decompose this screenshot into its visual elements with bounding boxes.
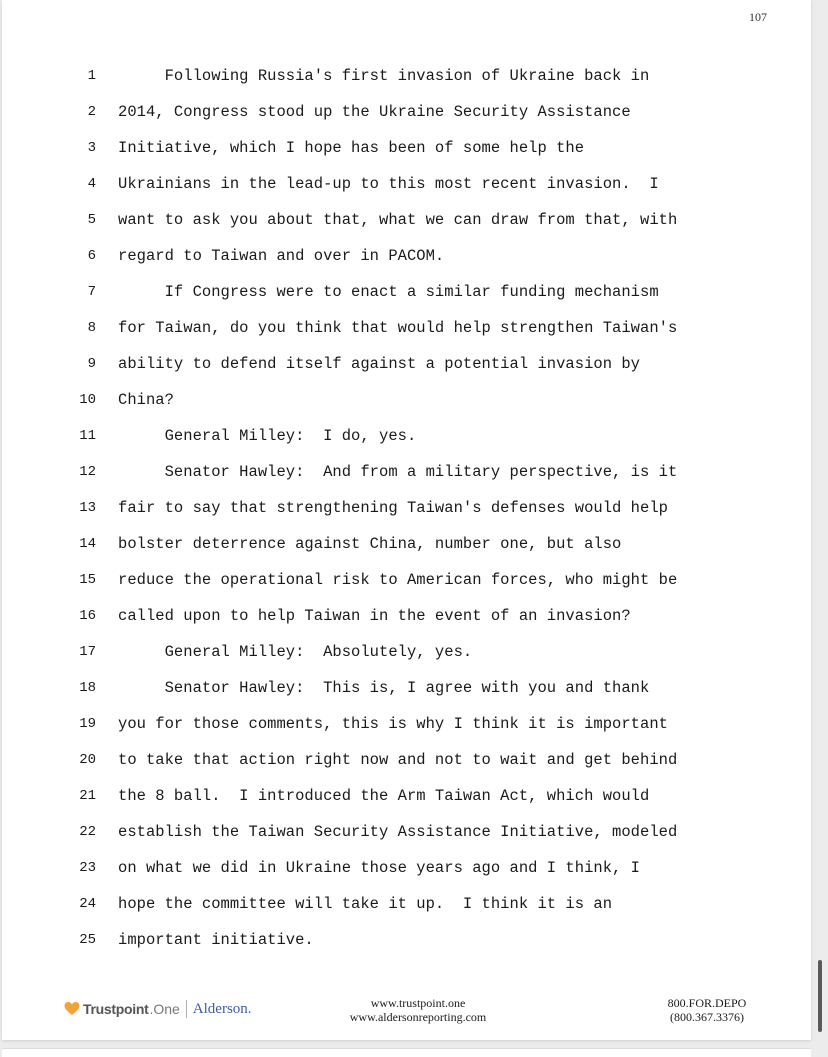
line-number: 23	[79, 860, 96, 876]
trustpoint-logo	[64, 1000, 252, 1018]
line-text: for Taiwan, do you think that would help strengthen Taiwan's	[118, 319, 678, 337]
line-number: 5	[87, 212, 96, 228]
line-number: 21	[79, 788, 96, 804]
transcript-line	[2, 238, 811, 274]
line-number: 16	[79, 608, 96, 624]
line-text: want to ask you about that, what we can draw from that, with	[118, 211, 678, 229]
transcript-line	[2, 58, 811, 94]
transcript-line	[2, 526, 811, 562]
phone-number: (800.367.3376)	[670, 1010, 744, 1024]
line-text: you for those comments, this is why I think it is important	[118, 715, 668, 733]
transcript-line	[2, 742, 811, 778]
page-number: 107	[749, 10, 767, 24]
line-text: Ukrainians in the lead-up to this most recent invasion. I	[118, 175, 659, 193]
transcript-line	[2, 886, 811, 922]
line-number: 9	[87, 356, 96, 372]
line-number: 4	[87, 176, 96, 192]
line-text: China?	[118, 391, 174, 409]
transcript-lines	[2, 58, 811, 958]
transcript-line	[2, 922, 811, 958]
line-text: Initiative, which I hope has been of some help the	[118, 139, 585, 157]
line-number: 19	[79, 716, 96, 732]
footer-websites	[318, 996, 518, 1024]
transcript-line	[2, 382, 811, 418]
transcript-line	[2, 202, 811, 238]
line-number: 3	[87, 140, 96, 156]
line-number: 1	[87, 68, 96, 84]
phone-text: 800.FOR.DEPO	[667, 996, 747, 1010]
next-page-edge	[2, 1048, 811, 1057]
line-number: 8	[87, 320, 96, 336]
line-text: General Milley: Absolutely, yes.	[118, 643, 473, 661]
line-text: ability to defend itself against a potential invasion by	[118, 355, 641, 373]
transcript-line	[2, 598, 811, 634]
transcript-line	[2, 562, 811, 598]
transcript-line	[2, 274, 811, 310]
line-number: 25	[79, 932, 96, 948]
transcript-page	[2, 0, 811, 1040]
line-text: 2014, Congress stood up the Ukraine Security Assistance	[118, 103, 631, 121]
line-number: 11	[79, 428, 96, 444]
line-text: bolster deterrence against China, number one, but also	[118, 535, 622, 553]
line-text: General Milley: I do, yes.	[118, 427, 417, 445]
line-text: the 8 ball. I introduced the Arm Taiwan Act, which would	[118, 787, 650, 805]
transcript-line	[2, 850, 811, 886]
line-number: 20	[79, 752, 96, 768]
line-text: hope the committee will take it up. I think it is an	[118, 895, 613, 913]
transcript-line	[2, 814, 811, 850]
line-number: 15	[79, 572, 96, 588]
line-text: fair to say that strengthening Taiwan's defenses would help	[118, 499, 668, 517]
transcript-line	[2, 166, 811, 202]
website-trustpoint: www.trustpoint.one	[370, 996, 466, 1010]
transcript-line	[2, 634, 811, 670]
line-text: on what we did in Ukraine those years ago and I think, I	[118, 859, 641, 877]
line-text: regard to Taiwan and over in PACOM.	[118, 247, 445, 265]
transcript-line	[2, 670, 811, 706]
line-text: reduce the operational risk to American forces, who might be	[118, 571, 678, 589]
website-alderson: www.aldersonreporting.com	[349, 1010, 487, 1024]
heart-icon	[64, 1001, 80, 1017]
line-text: important initiative.	[118, 931, 314, 949]
line-text: Senator Hawley: This is, I agree with you and thank	[118, 679, 650, 697]
line-number: 24	[79, 896, 96, 912]
logo-trustpoint-text: Trustpoint	[83, 1001, 149, 1017]
transcript-line	[2, 490, 811, 526]
transcript-line	[2, 418, 811, 454]
line-text: Senator Hawley: And from a military perspective, is it	[118, 463, 678, 481]
logo-alderson-text: Alderson.	[192, 1000, 252, 1017]
line-number: 13	[79, 500, 96, 516]
line-text: called upon to help Taiwan in the event of an invasion?	[118, 607, 631, 625]
logo-divider	[186, 1000, 187, 1018]
transcript-line	[2, 778, 811, 814]
logo-one-text: .One	[149, 1001, 180, 1017]
transcript-line	[2, 454, 811, 490]
line-number: 12	[79, 464, 96, 480]
transcript-line	[2, 130, 811, 166]
line-number: 7	[87, 284, 96, 300]
line-text: to take that action right now and not to wait and get behind	[118, 751, 678, 769]
line-number: 10	[79, 392, 96, 408]
transcript-line	[2, 346, 811, 382]
line-text: establish the Taiwan Security Assistance Initiative, modeled	[118, 823, 678, 841]
page-footer	[2, 994, 811, 1034]
transcript-line	[2, 94, 811, 130]
line-number: 14	[79, 536, 96, 552]
line-number: 22	[79, 824, 96, 840]
footer-phone	[647, 996, 767, 1024]
transcript-line	[2, 706, 811, 742]
line-text: If Congress were to enact a similar funding mechanism	[118, 283, 659, 301]
scrollbar-thumb[interactable]	[818, 960, 822, 1032]
line-number: 18	[79, 680, 96, 696]
line-number: 17	[79, 644, 96, 660]
line-number: 2	[87, 104, 96, 120]
line-text: Following Russia's first invasion of Ukraine back in	[118, 67, 650, 85]
line-number: 6	[87, 248, 96, 264]
transcript-line	[2, 310, 811, 346]
